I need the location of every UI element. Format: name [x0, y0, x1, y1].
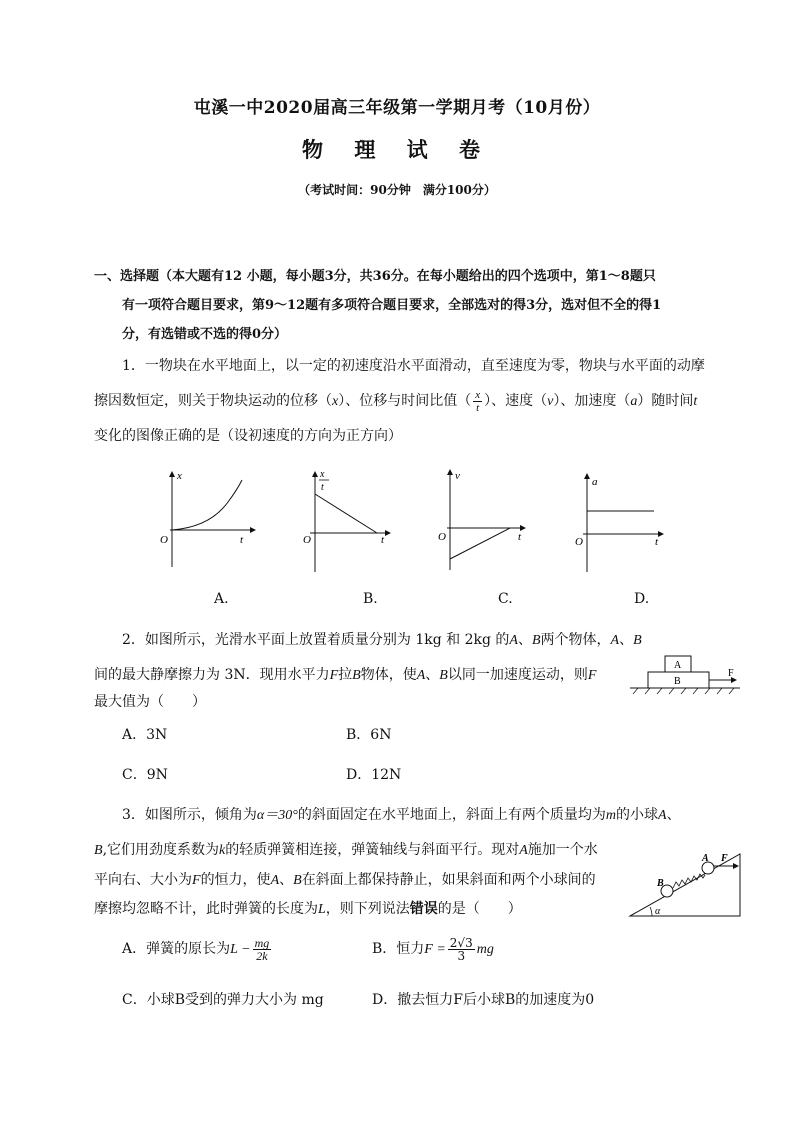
ball-a-label: A [702, 853, 709, 864]
q1-option-b[interactable]: B. [363, 591, 378, 607]
keyword-wrong: 错误 [409, 901, 438, 917]
force-f-label: F [728, 668, 734, 679]
q1-line-2: 擦因数恒定，则关于物块运动的位移（x）、位移与时间比值（ $\frac{x}{t}$ ）、速度（v）、加速度（a）随时间t [94, 388, 698, 414]
ball-b-label: B [657, 878, 664, 889]
q3-option-a[interactable]: A．弹簧的原长为L − $\frac{mg}{2k}$ [122, 935, 270, 963]
q1-graphs [140, 462, 740, 577]
graph-a-xlabel: t [240, 534, 244, 546]
section-line-1: 一、选择题（本大题有12 小题，每小题3分，共36分。在每小题给出的四个选项中，第1～8题只 [94, 269, 656, 284]
x-over-t-fraction: $\frac{x}{t}$ [475, 388, 481, 414]
q3-line-2: B,它们用劲度系数为k的轻质弹簧相连接，弹簧轴线与斜面平行。现对A施加一个水 [94, 842, 598, 858]
graph-b-ylabel-den: t [321, 482, 324, 493]
q3-option-d[interactable]: D．撤去恒力F后小球B的加速度为0 [372, 992, 595, 1008]
graph-d [575, 474, 663, 572]
q2-option-a[interactable]: A．3N [122, 727, 168, 743]
q1-option-c[interactable]: C. [498, 591, 513, 607]
graph-c-origin: O [438, 531, 446, 543]
q1-line-1: 1．一物块在水平地面上，以一定的初速度沿水平面滑动，直至速度为零，物块与水平面的动摩 [122, 358, 705, 374]
section-line-2: 有一项符合题目要求，第9～12题有多项符合题目要求，全部选对的得3分，选对但不全的得1 [122, 298, 662, 313]
q3-line-4: 摩擦均忽略不计，此时弹簧的长度为L，则下列说法错误的是（ ） [94, 901, 522, 917]
q2-figure [628, 648, 748, 698]
q2-line-1: 2．如图所示，光滑水平面上放置着质量分别为 1kg 和 2kg 的A、B两个物体，A、B [122, 632, 642, 648]
q2-option-b[interactable]: B．6N [346, 727, 392, 743]
q2-line-2: 间的最大静摩擦力为 3N．现用水平力F拉B物体，使A、B以同一加速度运动，则F [94, 667, 597, 683]
paper-title: 屯溪一中2020届高三年级第一学期月考（10月份） [193, 98, 601, 118]
section-instructions [94, 262, 706, 349]
graph-d-origin: O [575, 536, 583, 548]
graph-b-ylabel-num: x [320, 469, 325, 480]
force-f-label-q3: F [721, 853, 728, 864]
block-a-label: A [674, 660, 682, 671]
graph-b [303, 469, 390, 572]
graph-c-ylabel: v [455, 470, 460, 482]
q2-option-c[interactable]: C．9N [122, 767, 168, 783]
q3-figure [622, 848, 752, 923]
q3-line-3: 平向右、大小为F的恒力，使A、B在斜面上都保持静止，如果斜面和两个小球间的 [94, 872, 596, 888]
angle-alpha-label: α [655, 906, 661, 917]
graph-a [160, 470, 255, 567]
exam-info: （考试时间：90分钟 满分100分） [298, 183, 496, 197]
graph-a-ylabel: x [177, 470, 182, 482]
block-b-label: B [674, 676, 681, 687]
graph-b-origin: O [303, 534, 311, 546]
graph-a-origin: O [160, 534, 168, 546]
q3-line-1: 3．如图所示，倾角为α＝30°的斜面固定在水平地面上，斜面上有两个质量均为m的小球A、 [122, 807, 681, 823]
paper-subtitle: 物 理 试 卷 [302, 137, 492, 162]
section-line-3: 分，有选错或不选的得0分） [122, 327, 288, 342]
graph-c [438, 470, 525, 570]
graph-d-ylabel: a [592, 476, 598, 488]
q3-option-c[interactable]: C．小球B受到的弹力大小为 mg [122, 992, 324, 1008]
q2-option-d[interactable]: D．12N [346, 767, 402, 783]
q1-option-d[interactable]: D. [634, 591, 650, 607]
graph-b-xlabel: t [381, 534, 385, 546]
q2-line-3: 最大值为（ ） [94, 694, 206, 710]
graph-d-xlabel: t [655, 536, 659, 548]
q1-option-a[interactable]: A. [214, 591, 229, 607]
q3-option-b[interactable]: B．恒力F = $\frac{2√3}{3}$ mg [372, 935, 494, 963]
graph-c-xlabel: t [518, 531, 522, 543]
q1-line-3: 变化的图像正确的是（设初速度的方向为正方向） [94, 428, 402, 444]
